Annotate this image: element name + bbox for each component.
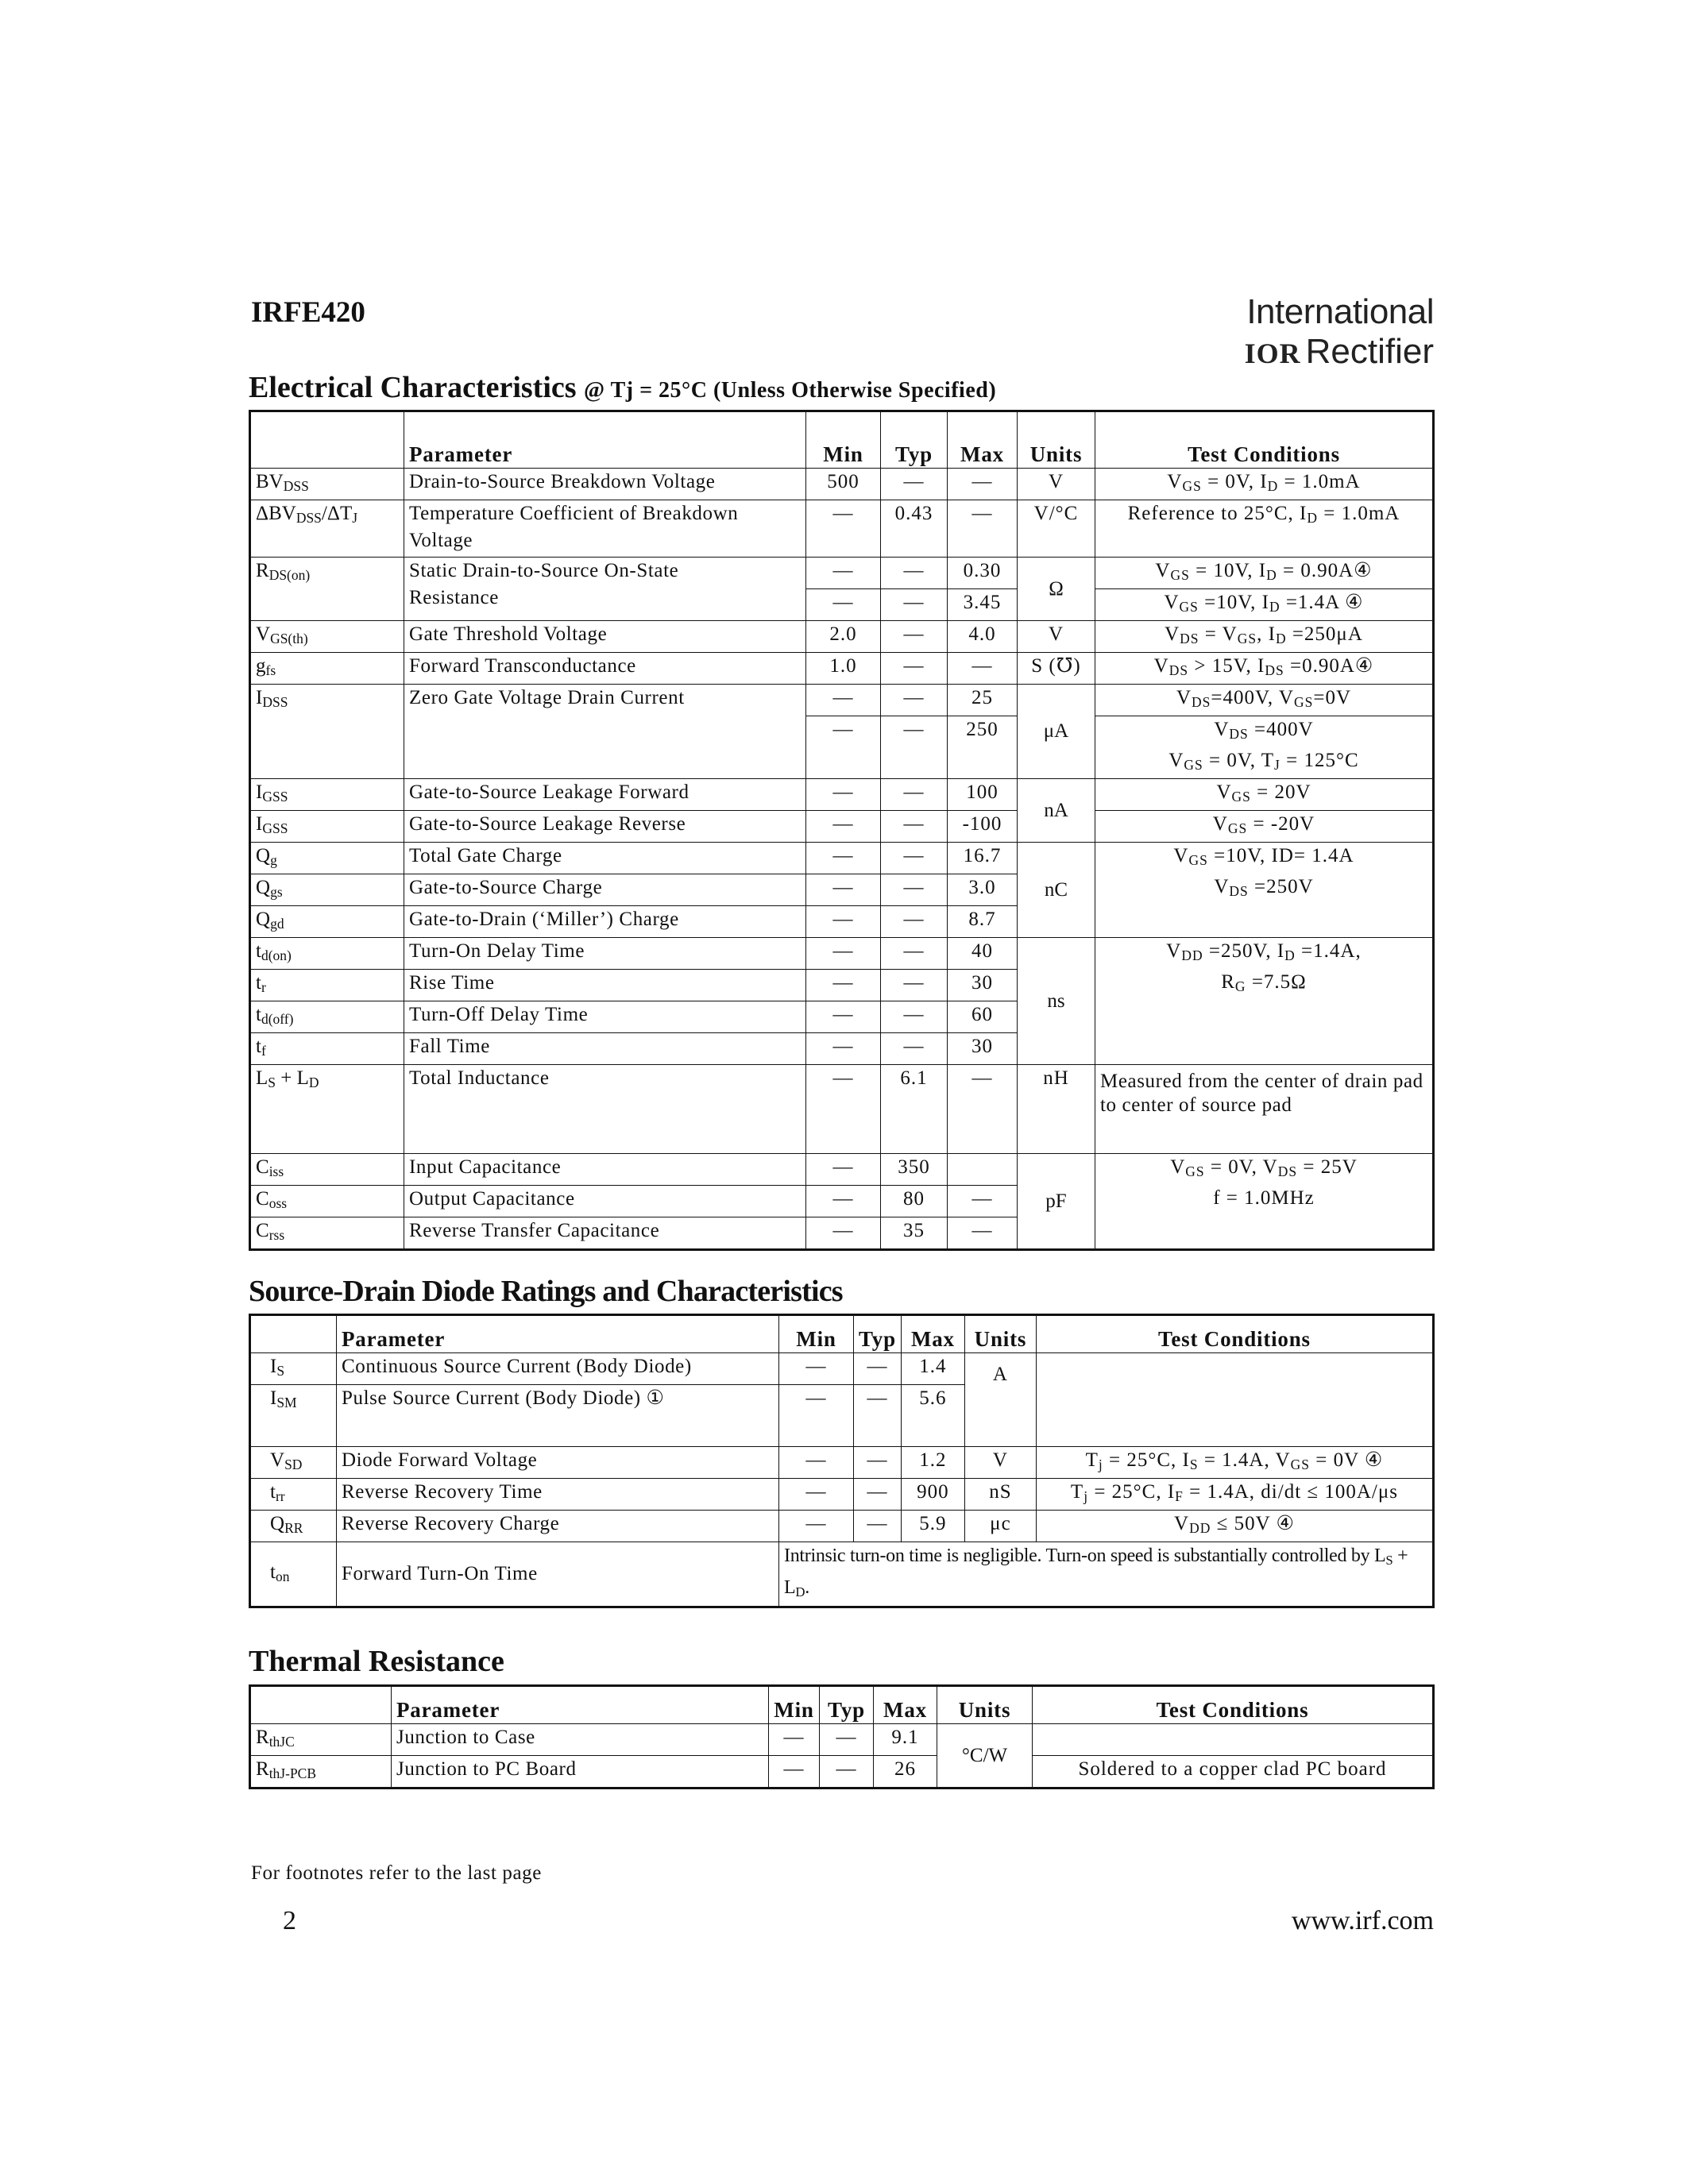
- brand-line-2-text: Rectifier: [1305, 332, 1434, 371]
- table-row: $L_S + L_D$ Total Inductance — 6.1 — nH Measured from the center of drain pad to center of source pad: [250, 1065, 1434, 1154]
- electrical-subtitle: @ Tj = 25°C (Unless Otherwise Specified): [584, 378, 997, 403]
- table-header-row: Parameter Min Typ Max Units Test Conditions: [250, 1686, 1434, 1724]
- col-symbol: [250, 411, 404, 469]
- table-row: $t_f$ Fall Time — — 30: [250, 1033, 1434, 1065]
- table-row: $C_{iss}$ Input Capacitance — 350 pF $V_{GS} = 0V$, $V_{DS} = 25V$ f = 1.0MHz: [250, 1154, 1434, 1186]
- table-row: $g_{fs}$ Forward Transconductance 1.0 — — S (℧) $V_{DS} > 15V$, $I_{DS}$ =0.90A④: [250, 653, 1434, 685]
- table-row: $C_{oss}$ Output Capacitance — 80 —: [250, 1186, 1434, 1217]
- diode-table: [249, 1314, 1435, 1608]
- table-row: $t_r$ Rise Time — — 30: [250, 970, 1434, 1001]
- ior-logo-icon: IOR: [1244, 338, 1301, 369]
- table-row: $R_{DS(on)}$ Static Drain-to-Source On-State Resistance — — 0.30 Ω $V_{GS} = 10V$, $I_D$ = 0.90A④: [250, 558, 1434, 589]
- col-test-conditions: Test Conditions: [1095, 411, 1434, 469]
- part-number: IRFE420: [251, 296, 365, 329]
- col-min: Min: [806, 411, 881, 469]
- table-row: $Q_{gd}$ Gate-to-Drain (‘Miller’) Charge — — 8.7: [250, 906, 1434, 938]
- table-row: $Q_{gs}$ Gate-to-Source Charge — — 3.0: [250, 874, 1434, 906]
- website-url: www.irf.com: [1291, 1906, 1434, 1935]
- table-row: — — 3.45 $V_{GS} =10V$, $I_D =1.4A$ ④: [250, 589, 1434, 621]
- col-parameter: Parameter: [404, 411, 806, 469]
- thermal-table: [249, 1684, 1435, 1789]
- electrical-title: [249, 370, 996, 405]
- table-row: $Q_g$ Total Gate Charge — — 16.7 nC $V_{GS} =10V$, ID= 1.4A $V_{DS} =250V$: [250, 843, 1434, 874]
- table-row: $I_{SM}$ Pulse Source Current (Body Diode) ① — — 5.6: [250, 1385, 1434, 1447]
- brand-logo: [1245, 292, 1434, 373]
- ton-note: Intrinsic turn-on time is negligible. Turn-on speed is substantially controlled by $L_S + L_D$.: [779, 1542, 1434, 1607]
- table-row: $Q_{RR}$ Reverse Recovery Charge — — 5.9 μc $V_{DD} \le 50V$ ④: [250, 1511, 1434, 1542]
- diode-title: Source-Drain Diode Ratings and Characteristics: [249, 1275, 843, 1308]
- table-row: $V_{SD}$ Diode Forward Voltage — — 1.2 V $T_j = 25^\circ C$, $I_S = 1.4A$, $V_{GS} = 0V$ ④: [250, 1447, 1434, 1479]
- page-number: 2: [283, 1906, 296, 1935]
- brand-line-2: [1245, 332, 1434, 373]
- table-row: — — 250 $V_{DS} =400V$ $V_{GS} = 0V$, $T_J = 125^\circ C$: [250, 716, 1434, 779]
- table-row: $R_{thJ-PCB}$ Junction to PC Board — — 26 Soldered to a copper clad PC board: [250, 1756, 1434, 1788]
- table-row: $I_{DSS}$ Zero Gate Voltage Drain Current — — 25 μA $V_{DS}=400V$, $V_{GS}=0V$: [250, 685, 1434, 716]
- footnote-text: For footnotes refer to the last page: [251, 1862, 542, 1884]
- table-header-row: [250, 411, 1434, 469]
- table-row: $BV_{DSS}$ Drain-to-Source Breakdown Voltage 500 — — V $V_{GS} = 0V$, $I_D = 1.0mA$: [250, 469, 1434, 500]
- table-row: $t_{rr}$ Reverse Recovery Time — — 900 nS $T_j = 25^\circ C$, $I_F = 1.4A$, di/dt ≤ 100A/μs: [250, 1479, 1434, 1511]
- col-units: Units: [1018, 411, 1095, 469]
- symbol: $BV_{DSS}$: [250, 469, 404, 500]
- table-row: $t_{d(on)}$ Turn-On Delay Time — — 40 ns $V_{DD} =250V$, $I_D =1.4A$, $R_G =7.5\Omega$: [250, 938, 1434, 970]
- table-row: $\Delta BV_{DSS}/\Delta T_J$ Temperature Coefficient of Breakdown Voltage — 0.43 — V/°C Reference to 25°C, $I_D = 1.0mA$: [250, 500, 1434, 558]
- table-row: $I_{GSS}$ Gate-to-Source Leakage Forward — — 100 nA $V_{GS} = 20V$: [250, 779, 1434, 811]
- table-row: $I_{GSS}$ Gate-to-Source Leakage Reverse — — -100 $V_{GS} = -20V$: [250, 811, 1434, 843]
- table-row: $t_{d(off)}$ Turn-Off Delay Time — — 60: [250, 1001, 1434, 1033]
- col-typ: Typ: [881, 411, 948, 469]
- electrical-table: [249, 410, 1435, 1251]
- thermal-title: Thermal Resistance: [249, 1645, 504, 1678]
- table-row: $t_{on}$ Forward Turn-On Time Intrinsic turn-on time is negligible. Turn-on speed is substantially controlled by $L_S + L_D$.: [250, 1542, 1434, 1607]
- table-row: $R_{thJC}$ Junction to Case — — 9.1 °C/W: [250, 1724, 1434, 1756]
- table-row: $V_{GS(th)}$ Gate Threshold Voltage 2.0 — 4.0 V $V_{DS} = V_{GS}$, $I_D =250\mu A$: [250, 621, 1434, 653]
- brand-line-1: International: [1246, 292, 1434, 331]
- table-row: $I_S$ Continuous Source Current (Body Diode) — — 1.4 A: [250, 1353, 1434, 1385]
- electrical-title-text: Electrical Characteristics: [249, 371, 577, 404]
- col-max: Max: [948, 411, 1018, 469]
- parameter: Drain-to-Source Breakdown Voltage: [404, 469, 806, 500]
- table-row: $C_{rss}$ Reverse Transfer Capacitance — 35 —: [250, 1217, 1434, 1250]
- table-header-row: Parameter Min Typ Max Units Test Conditions: [250, 1315, 1434, 1353]
